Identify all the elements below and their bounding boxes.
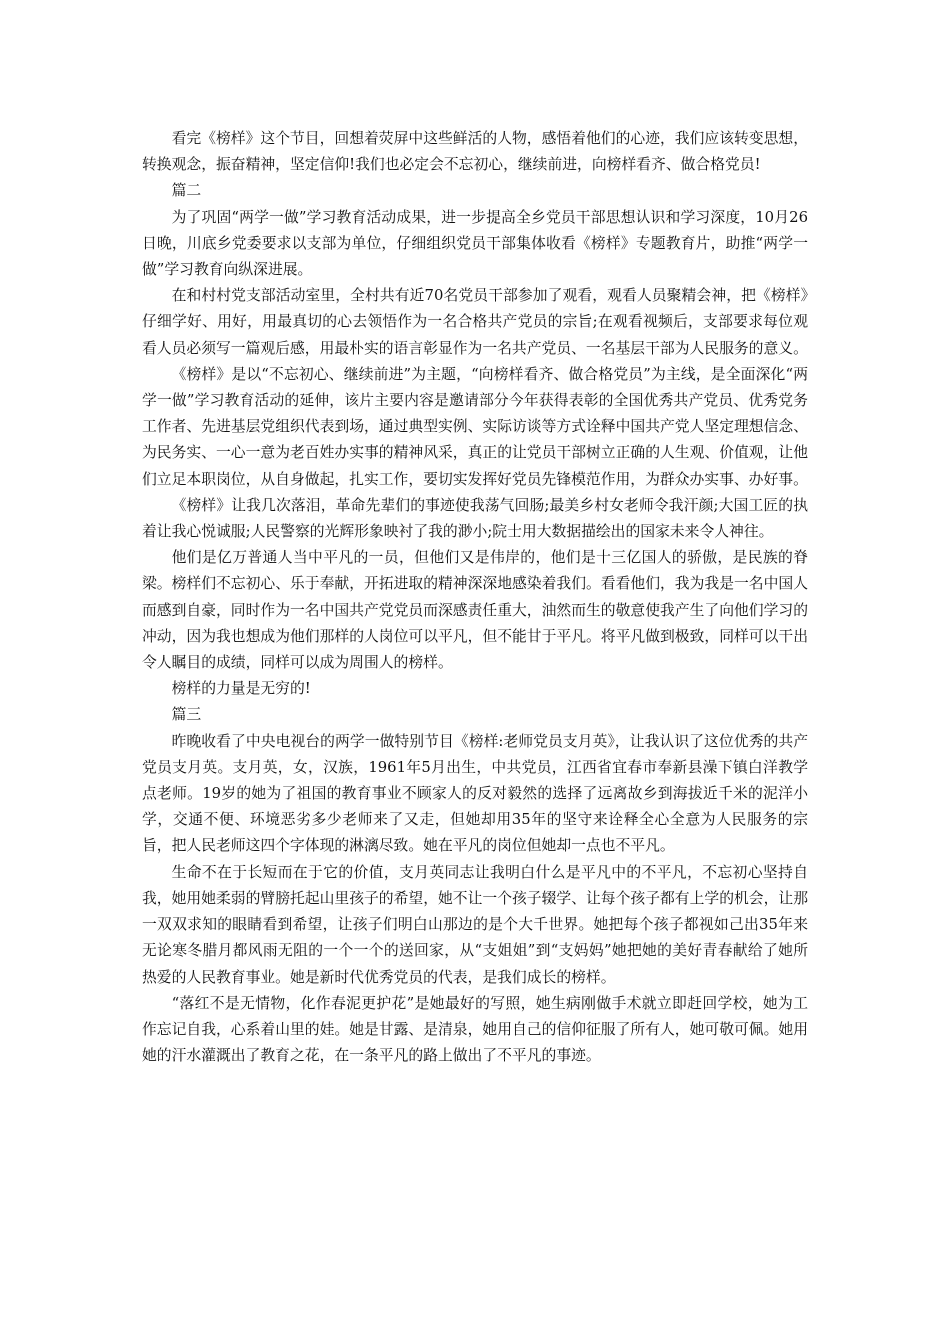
paragraph: 在和村村党支部活动室里，全村共有近70名党员干部参加了观看，观看人员聚精会神，把《榜样》仔细学好、用好，用最真切的心去领悟作为一名合格共产党员的宗旨;在观看视频后，支部要求每位观看人员必须写一篇观后感，用最朴实的语言彰显作为一名共产党员、一名基层干部为人民服务的意义。 [142,287,808,357]
paragraph: 他们是亿万普通人当中平凡的一员，但他们又是伟岸的，他们是十三亿国人的骄傲，是民族的脊梁。榜样们不忘初心、乐于奉献，开拓进取的精神深深地感染着我们。看看他们，我为我是一名中国人而感到自豪，同时作为一名中国共产党党员而深感责任重大，油然而生的敬意使我产生了向他们学习的冲动，因为我也想成为他们那样的人岗位可以平凡，但不能甘于平凡。将平凡做到极致，同样可以干出令人瞩目的成绩，同样可以成为周围人的榜样。 [142,549,808,672]
paragraph: 看完《榜样》这个节目，回想着荧屏中这些鲜活的人物，感悟着他们的心迹，我们应该转变思想，转换观念，振奋精神，坚定信仰!我们也必定会不忘初心，继续前进，向榜样看齐、做合格党员! [142,130,808,174]
section-heading: 篇三 [171,706,202,724]
document-body [142,126,808,1069]
paragraph: 榜样的力量是无穷的! [171,680,311,698]
paragraph: 昨晚收看了中央电视台的两学一做特别节目《榜样:老师党员支月英》，让我认识了这位优秀的共产党员支月英。支月英，女，汉族，1961年5月出生，中共党员，江西省宜春市奉新县澡下镇白洋教学点老师。19岁的她为了祖国的教育事业不顾家人的反对毅然的选择了远离故乡到海拔近千米的泥洋小学，交通不便、环境恶劣多少老师来了又走，但她却用35年的坚守来诠释全心全意为人民服务的宗旨，把人民老师这四个字体现的淋漓尽致。她在平凡的岗位但她却一点也不平凡。 [142,732,808,855]
section-heading: 篇二 [171,182,202,200]
paragraph: “落红不是无情物，化作春泥更护花”是她最好的写照，她生病刚做手术就立即赶回学校，她为工作忘记自我，心系着山里的娃。她是甘露、是清泉，她用自己的信仰征服了所有人，她可敬可佩。她用她的汗水灌溉出了教育之花，在一条平凡的路上做出了不平凡的事迹。 [142,994,808,1065]
paragraph: 《榜样》是以“不忘初心、继续前进”为主题，“向榜样看齐、做合格党员”为主线，是全面深化“两学一做”学习教育活动的延伸，该片主要内容是邀请部分今年获得表彰的全国优秀共产党员、优秀党务工作者、先进基层党组织代表到场，通过典型实例、实际访谈等方式诠释中国共产党人坚定理想信念、为民务实、一心一意为老百姓办实事的精神风采，真正的让党员干部树立正确的人生观、价值观，让他们立足本职岗位，从自身做起，扎实工作，要切实发挥好党员先锋模范作用，为群众办实事、办好事。 [142,365,808,488]
paragraph: 为了巩固“两学一做”学习教育活动成果，进一步提高全乡党员干部思想认识和学习深度，10月26日晚，川底乡党委要求以支部为单位，仔细组织党员干部集体收看《榜样》专题教育片，助推“两学一做”学习教育向纵深进展。 [142,208,808,279]
paragraph: 生命不在于长短而在于它的价值，支月英同志让我明白什么是平凡中的不平凡，不忘初心坚持自我，她用她柔弱的臂膀托起山里孩子的希望，她不让一个孩子辍学、让每个孩子都有上学的机会，让那一双双求知的眼睛看到希望，让孩子们明白山那边的是个大千世界。她把每个孩子都视如己出35年来无论寒冬腊月都风雨无阻的一个一个的送回家，从“支姐姐”到“支妈妈”她把她的美好青春献给了她所热爱的人民教育事业。她是新时代优秀党员的代表，是我们成长的榜样。 [142,863,808,986]
paragraph: 《榜样》让我几次落泪，革命先辈们的事迹使我荡气回肠;最美乡村女老师令我汗颜;大国工匠的执着让我心悦诚服;人民警察的光辉形象映衬了我的渺小;院士用大数据描绘出的国家未来令人神往。 [142,496,808,541]
